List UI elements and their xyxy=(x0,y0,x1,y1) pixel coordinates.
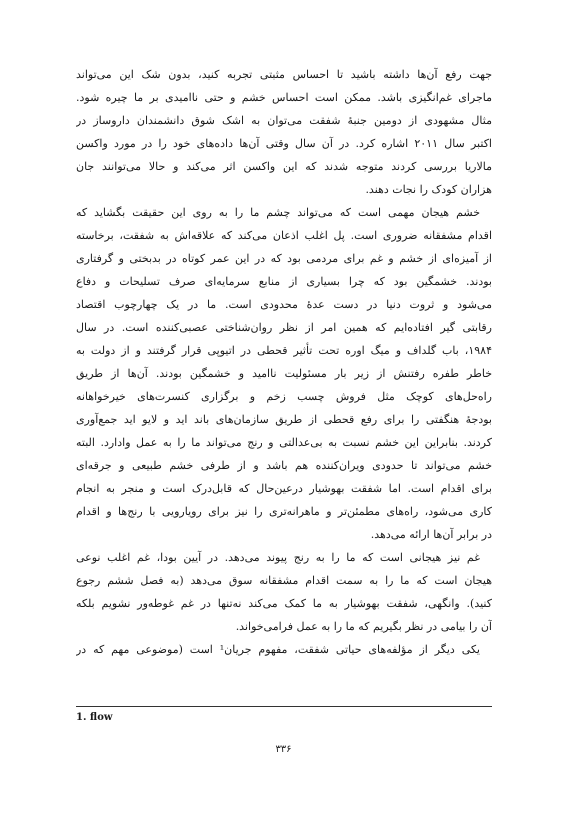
text-line: بودند. خشمگین بود که چرا بسیاری از منابع سرمایه‌ای صرف تسلیحات و دفاع xyxy=(76,275,492,288)
text-line: در برابر آن‌ها ارائه می‌دهد. xyxy=(370,528,492,541)
footnote-divider xyxy=(76,706,492,707)
page-number: ۳۳۶ xyxy=(275,744,292,755)
text-line: خاطر طفره رفتنش از زیر بار مسئولیت ناامید و خشمگین بودند. آن‌ها از طریق xyxy=(76,367,492,380)
text-line: خشم می‌تواند تا حدودی ویران‌کننده هم باشد و از طرفی خشم طبیعی و جرقه‌ای xyxy=(76,459,492,472)
text-line: اقدام مشفقانه ضروری است. پل اغلب اذعان می‌کند که علاقه‌اش به شفقت، برخاسته xyxy=(76,229,492,242)
text-line: هزاران کودک را نجات دهند. xyxy=(365,183,492,196)
text-line: آن را بیامی در نظر بگیریم که ما را به عمل فرامی‌خواند. xyxy=(235,620,492,633)
text-line: جهت رفع آن‌ها داشته باشید تا احساس مثبتی تجربه کنید، بدون شک این می‌تواند xyxy=(76,68,492,81)
text-line: ماجرای غم‌انگیزی باشد. ممکن است احساس خشم و حتی ناامیدی بر ما چیره شود. xyxy=(76,91,492,104)
text-line: کاری می‌شود، راه‌های مطمئن‌تر و ماهرانه‌تری را نیز برای رویارویی با رنج‌ها و اقدام xyxy=(76,505,492,518)
text-line: هیجان است که ما را به سمت اقدام مشفقانه سوق می‌دهد (به فصل ششم رجوع xyxy=(76,574,492,587)
text-line: برای اقدام است. اما شفقت بهوشیار درعین‌حال که قابل‌درک است و منجر به انجام xyxy=(76,482,492,495)
text-line: رقابتی گیر افتاده‌ایم که همین امر از نظر روان‌شناختی عصبی‌کننده است. در سال xyxy=(76,321,492,334)
text-line: یکی دیگر از مؤلفه‌های حیاتی شفقت، مفهوم جریان¹ است (موضوعی مهم که در xyxy=(76,643,480,656)
text-line: بودجهٔ هنگفتی را برای رفع قحطی از طریق سازمان‌های باند اید و لایو اید جمع‌آوری xyxy=(76,413,492,426)
text-line: اکتبر سال ۲۰۱۱ اشاره کرد. در آن سال وقتی آن‌ها داده‌های خود را در مورد واکسن xyxy=(76,137,492,150)
text-line: راه‌حل‌های کوچک مثل فروش چسب زخم و برگزاری کنسرت‌های خیرخواهانه xyxy=(76,390,492,403)
text-line: غم نیز هیجانی است که ما را به رنج پیوند می‌دهد. در آیین بودا، غم اغلب نوعی xyxy=(76,551,480,564)
text-line: مالاریا بررسی کردند متوجه شدند که این واکسن اثر می‌کند و حالا می‌توانند جان xyxy=(76,160,492,173)
text-line: خشم هیجان مهمی است که می‌تواند چشم ما را به روی این حقیقت بگشاید که xyxy=(76,206,480,219)
text-line: از آمیزه‌ای از خشم و غم برای مردمی بود که در این عمر کوتاه در بدبختی و گرفتاری xyxy=(76,252,492,265)
text-line: کنید). وانگهی، شفقت بهوشیار به ما کمک می‌کند نه‌تنها در غم غوطه‌ور نشویم بلکه xyxy=(76,597,492,610)
text-line: مثال مشهودی از دومین جنبهٔ شفقت می‌توان به اشک شوق دانشمندان داروساز در xyxy=(76,114,492,127)
footnote: 1. flow xyxy=(76,712,113,723)
body-text xyxy=(76,63,492,661)
text-line: ۱۹۸۴، باب گلداف و میگ اوره تحت تأثیر قحطی در اتیوپی قرار گرفتند و از دولت به xyxy=(76,344,492,357)
text-line: می‌شود و ثروت دنیا در دست عدهٔ محدودی است. ما در یک چهارچوب اقتصاد xyxy=(76,298,492,311)
text-line: کردند. بنابراین این خشم نسبت به بی‌عدالتی و رنج می‌تواند ما را به عمل وادارد. البته xyxy=(76,436,492,449)
